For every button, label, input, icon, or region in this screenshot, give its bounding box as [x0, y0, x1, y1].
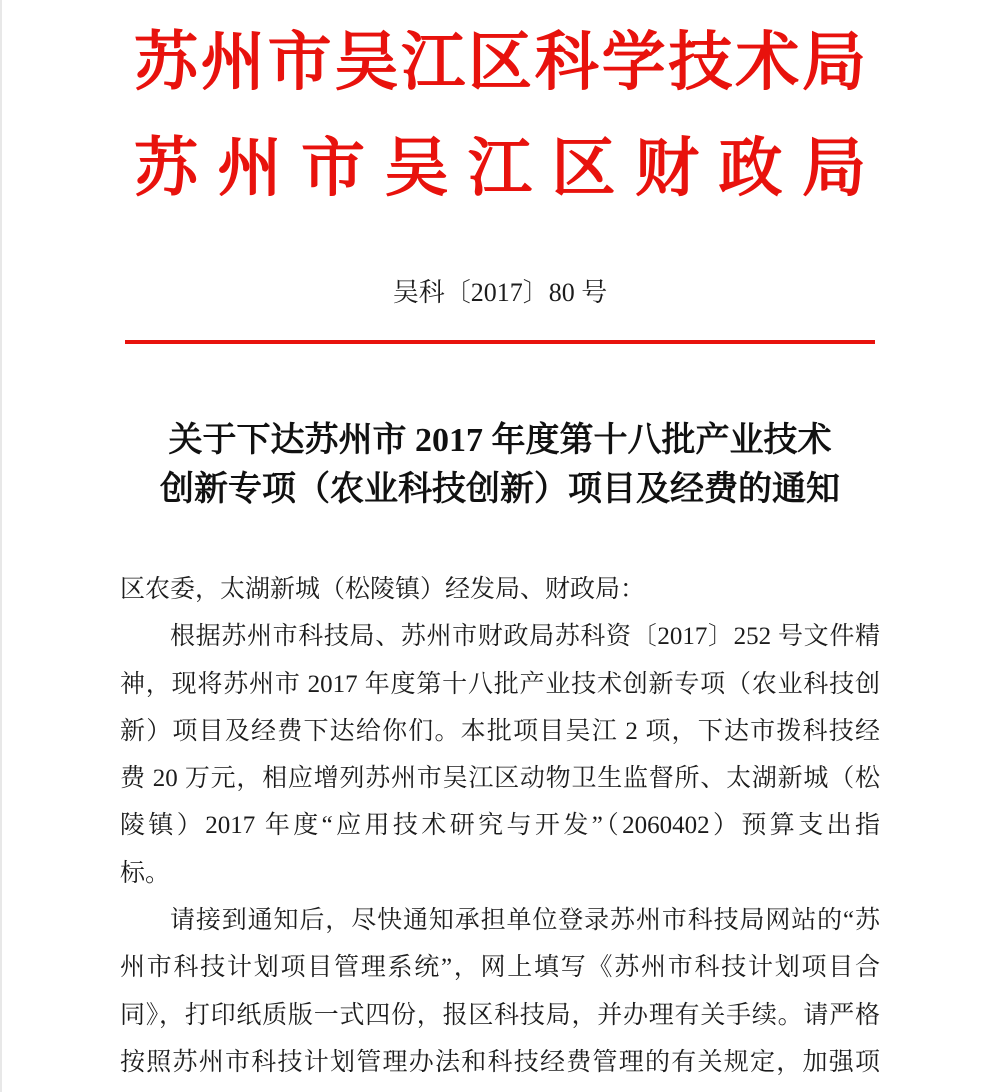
letterhead-line-1: 苏州市吴江区科学技术局	[134, 27, 866, 98]
body-line: 陵镇）2017 年度“应用技术研究与开发”（2060402）预算支出指	[120, 812, 880, 840]
document-number: 吴科〔2017〕80 号	[392, 278, 608, 307]
body-line: 费 20 万元，相应增列苏州市吴江区动物卫生监督所、太湖新城（松	[120, 765, 880, 793]
body-line: 神，现将苏州市 2017 年度第十八批产业技术创新专项（农业科技创	[120, 670, 880, 698]
body-line: 州市科技计划项目管理系统”，网上填写《苏州市科技计划项目合	[120, 954, 880, 982]
red-divider-rule	[125, 340, 875, 344]
body-line-salutation: 区农委，太湖新城（松陵镇）经发局、财政局：	[120, 576, 646, 603]
letterhead-line-2: 苏州市吴江区财政局	[134, 133, 866, 204]
title-line-1: 关于下达苏州市 2017 年度第十八批产业技术	[168, 422, 832, 459]
title-line-2: 创新专项（农业科技创新）项目及经费的通知	[160, 471, 840, 508]
body-line: 按照苏州市科技计划管理办法和科技经费管理的有关规定，加强项	[120, 1048, 880, 1076]
letterhead	[134, 10, 866, 222]
scan-edge-artifact	[0, 0, 2, 1092]
body-line: 同》，打印纸质版一式四份，报区科技局，并办理有关手续。请严格	[120, 1001, 880, 1029]
body-line: 根据苏州市科技局、苏州市财政局苏科资〔2017〕252 号文件精	[170, 623, 880, 651]
document-title	[120, 416, 880, 514]
body-line: 请接到通知后，尽快通知承担单位登录苏州市科技局网站的“苏	[170, 907, 880, 935]
document-body	[120, 566, 880, 1086]
body-line: 标。	[120, 859, 171, 887]
body-line: 新）项目及经费下达给你们。本批项目吴江 2 项，下达市拨科技经	[120, 717, 880, 745]
